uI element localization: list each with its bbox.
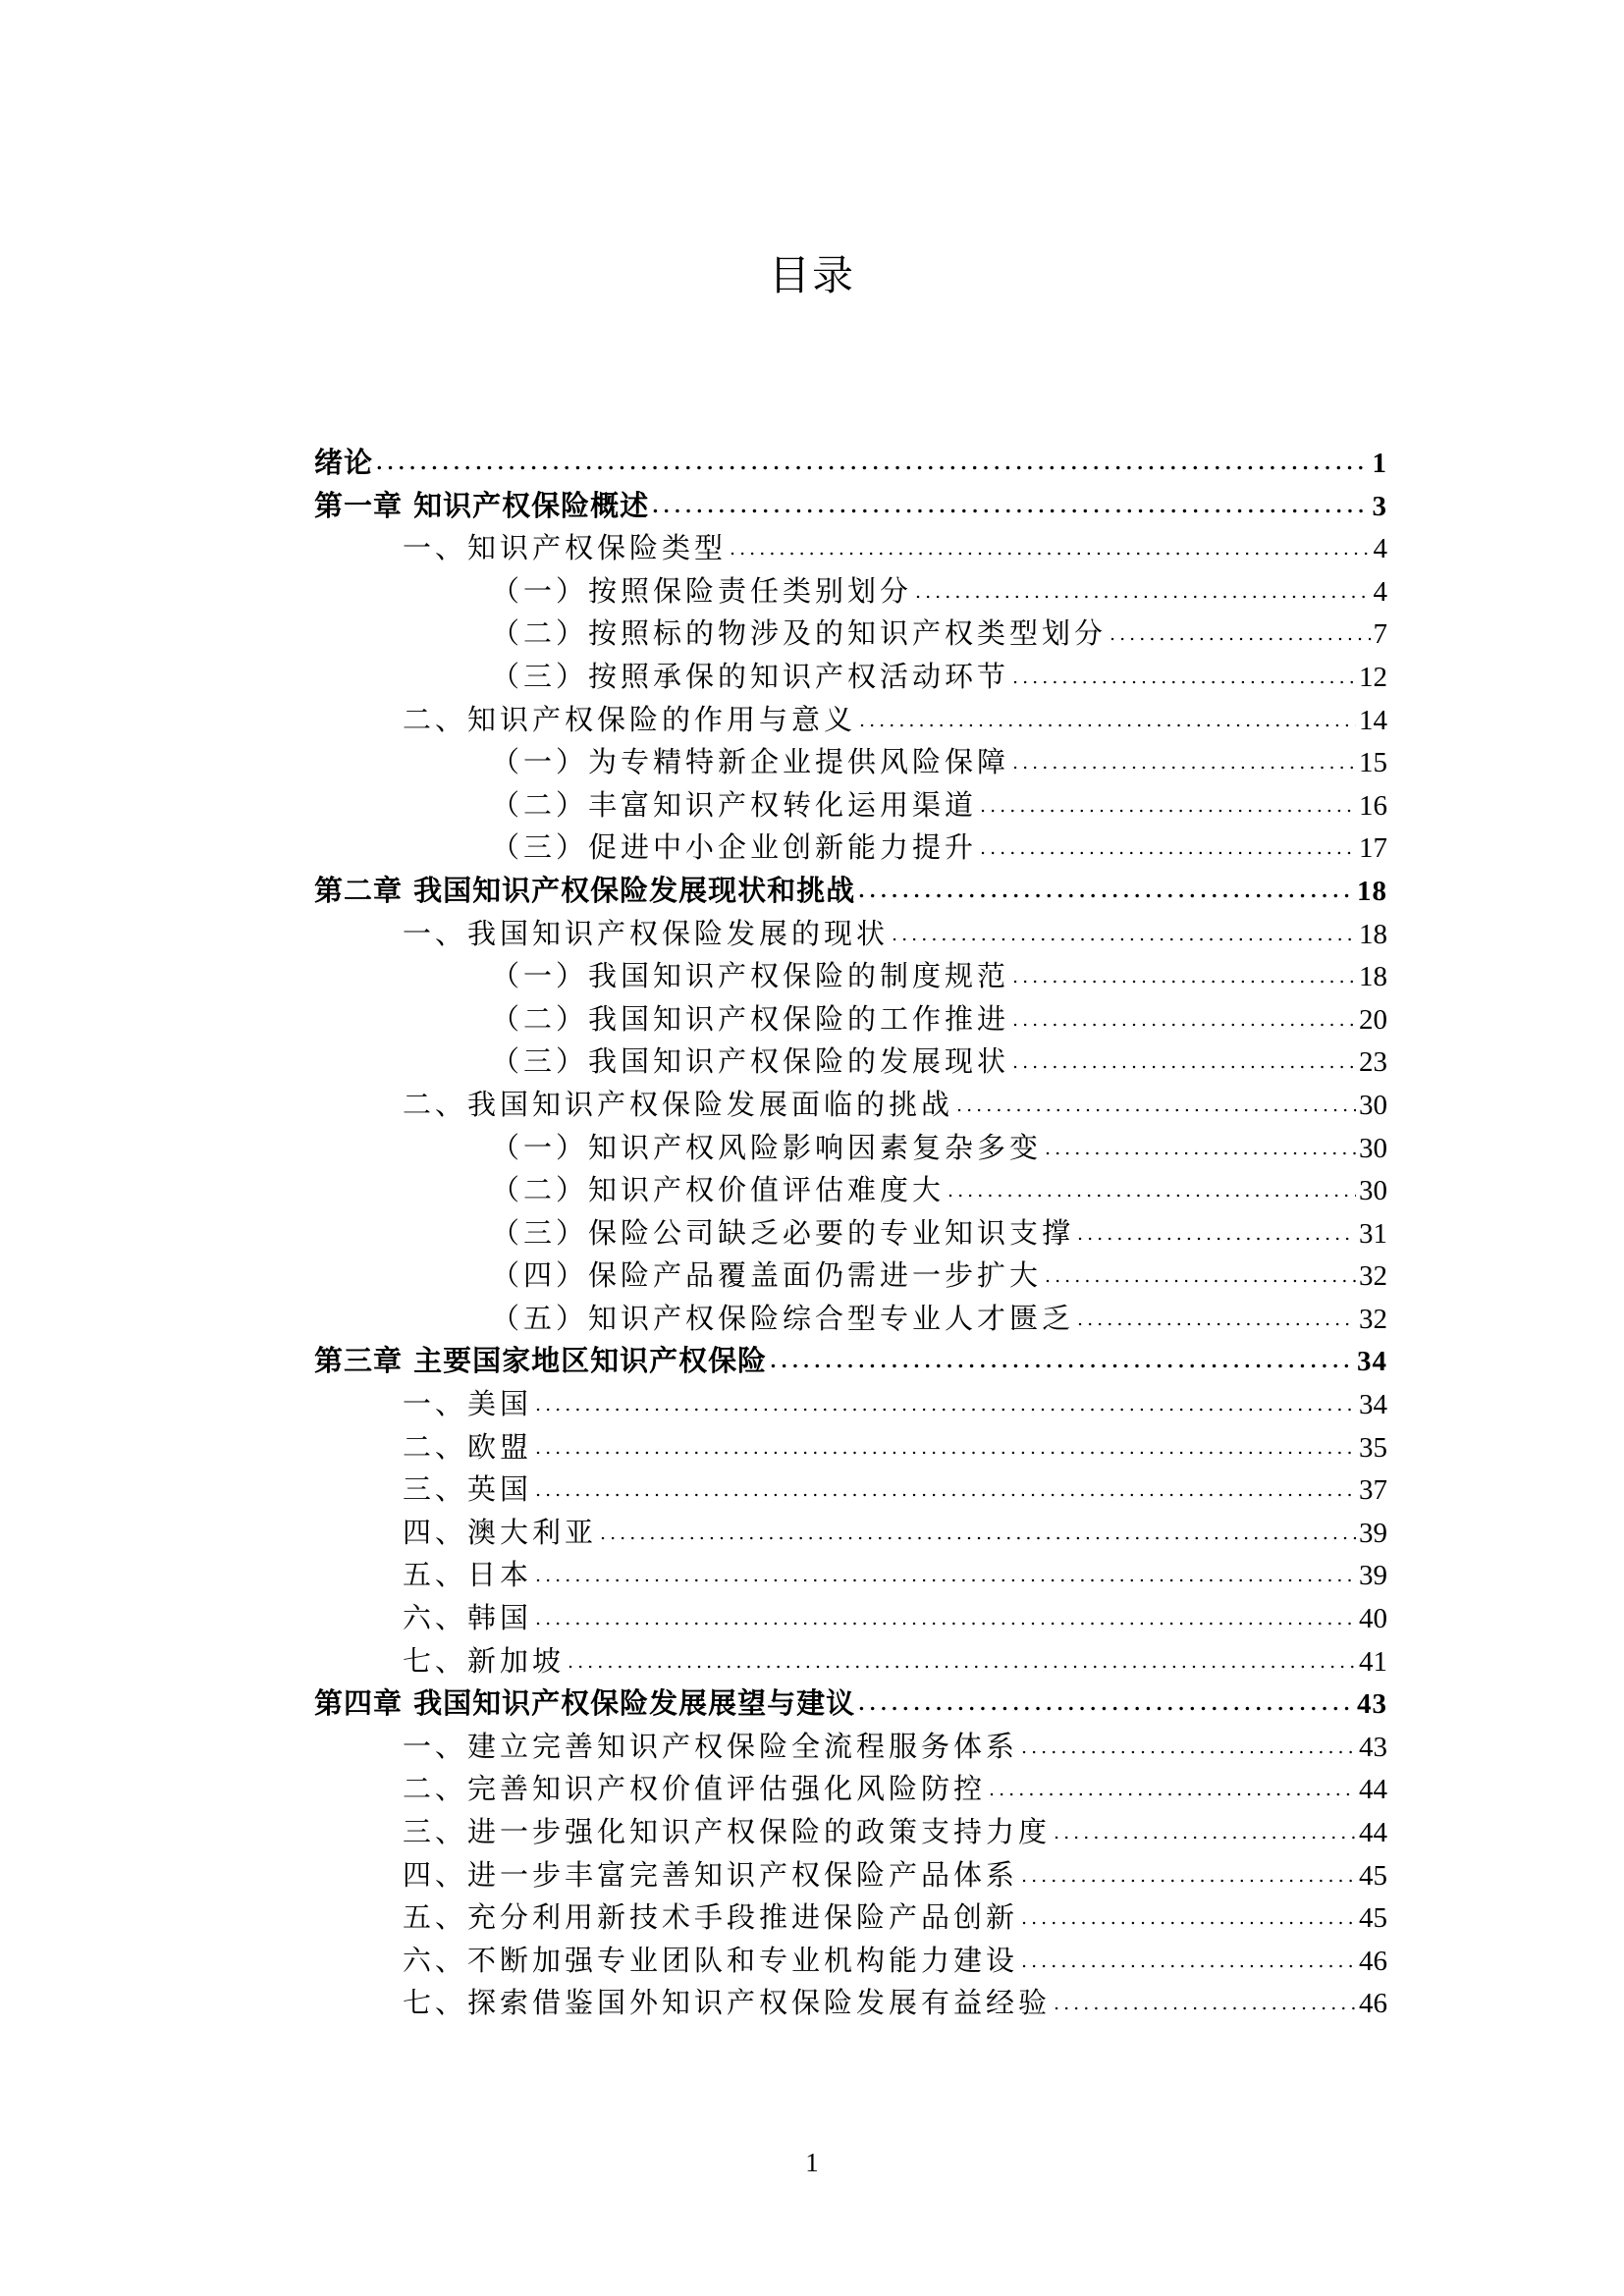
toc-leader-dots: [1021, 1723, 1356, 1770]
toc-entry[interactable]: [314, 527, 1387, 570]
toc-entry-label: 六、不断加强专业团队和专业机构能力建设: [403, 1943, 1019, 1977]
toc-entry-label: 二、欧盟: [403, 1429, 533, 1464]
toc-entry-page: 35: [1359, 1431, 1387, 1464]
toc-entry-label: 第三章 主要国家地区知识产权保险: [314, 1344, 768, 1378]
toc-entry-page: 44: [1359, 1817, 1387, 1848]
toc-entry[interactable]: [314, 1383, 1387, 1426]
toc-leader-dots: [652, 482, 1369, 529]
toc-entry-label: 七、新加坡: [403, 1643, 566, 1678]
toc-entry-page: 40: [1359, 1603, 1387, 1635]
toc-entry-label: 二、知识产权保险的作用与意义: [403, 702, 857, 736]
toc-entry[interactable]: [314, 1084, 1387, 1127]
toc-leader-dots: [956, 1081, 1356, 1128]
toc-entry-page: 30: [1359, 1089, 1387, 1121]
toc-leader-dots: [1045, 1252, 1356, 1299]
toc-entry-label: 七、探索借鉴国外知识产权保险发展有益经验: [403, 1986, 1052, 2020]
toc-leader-dots: [915, 567, 1370, 614]
toc-entry-label: （一）我国知识产权保险的制度规范: [491, 959, 1010, 993]
toc-entry[interactable]: [314, 1854, 1387, 1897]
toc-entry-page: 34: [1357, 1346, 1387, 1378]
toc-entry-label: 第一章 知识产权保险概述: [314, 488, 650, 522]
toc-leader-dots: [1077, 1295, 1356, 1342]
page-number: 1: [805, 2148, 819, 2177]
toc-entry[interactable]: [314, 1982, 1387, 2025]
toc-entry-label: （一）按照保险责任类别划分: [491, 573, 913, 608]
toc-entry-page: 39: [1359, 1517, 1387, 1549]
toc-entry[interactable]: [314, 1255, 1387, 1298]
toc-leader-dots: [989, 1765, 1356, 1812]
toc-entry-label: 一、美国: [403, 1387, 533, 1421]
toc-leader-dots: [770, 1337, 1354, 1384]
toc-leader-dots: [1077, 1209, 1356, 1256]
toc-leader-dots: [600, 1509, 1356, 1556]
toc-entry[interactable]: [314, 1041, 1387, 1084]
toc-entry-page: 34: [1359, 1389, 1387, 1421]
toc-leader-dots: [858, 867, 1354, 914]
toc-entry[interactable]: [314, 570, 1387, 614]
toc-entry[interactable]: [314, 1426, 1387, 1469]
toc-entry-label: （三）保险公司缺乏必要的专业知识支撑: [491, 1215, 1075, 1250]
toc-leader-dots: [535, 1466, 1356, 1513]
toc-entry[interactable]: [314, 1640, 1387, 1683]
toc-entry-page: 23: [1359, 1046, 1387, 1079]
toc-entry[interactable]: [314, 442, 1387, 485]
toc-entry-label: 二、完善知识产权价值评估强化风险防控: [403, 1772, 987, 1806]
toc-entry[interactable]: [314, 998, 1387, 1041]
toc-entry-label: 一、我国知识产权保险发展的现状: [403, 916, 890, 950]
toc-entry-label: （二）按照标的物涉及的知识产权类型划分: [491, 616, 1108, 651]
toc-entry-page: 15: [1359, 747, 1387, 779]
toc-entry[interactable]: [314, 1597, 1387, 1640]
toc-leader-dots: [1012, 1038, 1356, 1085]
toc-entry[interactable]: [314, 1768, 1387, 1811]
toc-title: 目录: [768, 251, 855, 299]
toc-leader-dots: [535, 1551, 1356, 1598]
toc-leader-dots: [1012, 653, 1356, 700]
toc-entry-page: 32: [1359, 1303, 1387, 1335]
toc-entry-page: 3: [1372, 490, 1387, 522]
toc-entry[interactable]: [314, 1682, 1387, 1726]
toc-entry[interactable]: [314, 870, 1387, 913]
toc-entry-page: 43: [1359, 1731, 1387, 1763]
toc-entry[interactable]: [314, 913, 1387, 956]
toc-entry-page: 37: [1359, 1474, 1387, 1507]
toc-entry-label: （三）我国知识产权保险的发展现状: [491, 1044, 1010, 1079]
toc-entry[interactable]: [314, 741, 1387, 784]
toc-leader-dots: [859, 696, 1356, 743]
toc-leader-dots: [1012, 995, 1356, 1042]
toc-entry-page: 41: [1359, 1645, 1387, 1678]
toc-entry-label: 五、充分利用新技术手段推进保险产品创新: [403, 1900, 1019, 1935]
toc-entry[interactable]: [314, 656, 1387, 699]
toc-entry-label: 六、韩国: [403, 1601, 533, 1635]
toc-entry-page: 44: [1359, 1774, 1387, 1806]
toc-entry-page: 1: [1372, 448, 1387, 479]
toc-entry-label: （二）我国知识产权保险的工作推进: [491, 1001, 1010, 1036]
toc-leader-dots: [858, 1680, 1354, 1727]
toc-entry-page: 14: [1359, 704, 1387, 736]
toc-entry[interactable]: [314, 1169, 1387, 1212]
toc-entry[interactable]: [314, 1726, 1387, 1769]
toc-leader-dots: [568, 1637, 1356, 1684]
toc-leader-dots: [980, 781, 1356, 828]
toc-entry[interactable]: [314, 955, 1387, 998]
toc-entry[interactable]: [314, 613, 1387, 656]
toc-entry[interactable]: [314, 1896, 1387, 1940]
toc-leader-dots: [535, 1380, 1356, 1427]
toc-entry[interactable]: [314, 1554, 1387, 1597]
toc-entry-page: 17: [1359, 832, 1387, 865]
toc-entry-page: 12: [1359, 661, 1387, 693]
toc-leader-dots: [947, 1166, 1356, 1213]
toc-entry-label: 二、我国知识产权保险发展面临的挑战: [403, 1087, 954, 1121]
toc-entry-label: 四、进一步丰富完善知识产权保险产品体系: [403, 1857, 1019, 1892]
toc-entry-label: 一、知识产权保险类型: [403, 531, 728, 565]
toc-entry-label: 第二章 我国知识产权保险发展现状和挑战: [314, 873, 856, 907]
toc-entry-page: 46: [1359, 1988, 1387, 2020]
toc-leader-dots: [535, 1423, 1356, 1470]
toc-entry-page: 46: [1359, 1945, 1387, 1977]
toc-entry[interactable]: [314, 699, 1387, 742]
toc-entry-label: 绪论: [314, 446, 374, 479]
toc-entry-label: （二）丰富知识产权转化运用渠道: [491, 787, 978, 822]
toc-entry[interactable]: [314, 827, 1387, 870]
toc-leader-dots: [1021, 1851, 1356, 1898]
toc-entry-page: 43: [1357, 1688, 1387, 1721]
toc-entry-page: 7: [1373, 618, 1387, 651]
toc-entry[interactable]: [314, 1940, 1387, 1983]
toc-entry-page: 18: [1359, 918, 1387, 950]
toc-entry-page: 4: [1373, 533, 1387, 565]
toc-entry[interactable]: [314, 485, 1387, 528]
toc-leader-dots: [730, 524, 1370, 571]
toc-entry-label: （五）知识产权保险综合型专业人才匮乏: [491, 1301, 1075, 1335]
toc-entry-page: 20: [1359, 1003, 1387, 1036]
toc-entry-page: 4: [1373, 575, 1387, 608]
toc-entry[interactable]: [314, 1212, 1387, 1255]
toc-entry-page: 16: [1359, 789, 1387, 822]
toc-entry[interactable]: [314, 1340, 1387, 1383]
toc-leader-dots: [1110, 610, 1370, 657]
toc-entry-page: 18: [1357, 875, 1387, 907]
toc-leader-dots: [1012, 952, 1356, 999]
toc-entry[interactable]: [314, 1468, 1387, 1512]
toc-entry-page: 18: [1359, 961, 1387, 993]
toc-entry-label: 三、英国: [403, 1472, 533, 1507]
toc-entry-page: 30: [1359, 1132, 1387, 1164]
table-of-contents: [314, 442, 1387, 2025]
toc-entry-label: （三）按照承保的知识产权活动环节: [491, 659, 1010, 693]
toc-entry-label: （一）为专精特新企业提供风险保障: [491, 745, 1010, 779]
toc-entry-label: 一、建立完善知识产权保险全流程服务体系: [403, 1729, 1019, 1763]
toc-entry-label: （二）知识产权价值评估难度大: [491, 1173, 946, 1207]
toc-entry-page: 32: [1359, 1260, 1387, 1293]
toc-entry-page: 45: [1359, 1859, 1387, 1892]
toc-leader-dots: [892, 910, 1356, 957]
toc-entry-page: 45: [1359, 1902, 1387, 1935]
toc-leader-dots: [1054, 1979, 1356, 2026]
toc-entry-label: （四）保险产品覆盖面仍需进一步扩大: [491, 1258, 1043, 1293]
toc-entry-label: 三、进一步强化知识产权保险的政策支持力度: [403, 1815, 1052, 1848]
toc-leader-dots: [376, 439, 1369, 486]
toc-entry-label: （三）促进中小企业创新能力提升: [491, 830, 978, 865]
toc-entry[interactable]: [314, 1127, 1387, 1170]
toc-entry-page: 30: [1359, 1175, 1387, 1207]
toc-entry[interactable]: [314, 1298, 1387, 1341]
toc-entry[interactable]: [314, 1811, 1387, 1854]
toc-entry-label: 五、日本: [403, 1558, 533, 1592]
toc-entry-label: （一）知识产权风险影响因素复杂多变: [491, 1130, 1043, 1164]
toc-entry-page: 39: [1359, 1560, 1387, 1592]
toc-leader-dots: [1012, 738, 1356, 785]
toc-leader-dots: [1054, 1808, 1356, 1855]
toc-entry-page: 31: [1359, 1217, 1387, 1250]
toc-leader-dots: [1045, 1124, 1356, 1171]
toc-entry-label: 四、澳大利亚: [403, 1515, 598, 1549]
toc-entry[interactable]: [314, 784, 1387, 828]
toc-leader-dots: [1021, 1937, 1356, 1984]
toc-leader-dots: [535, 1594, 1356, 1641]
toc-entry-label: 第四章 我国知识产权保险发展展望与建议: [314, 1686, 856, 1721]
toc-entry[interactable]: [314, 1512, 1387, 1555]
toc-leader-dots: [1021, 1894, 1356, 1941]
toc-leader-dots: [980, 824, 1356, 871]
